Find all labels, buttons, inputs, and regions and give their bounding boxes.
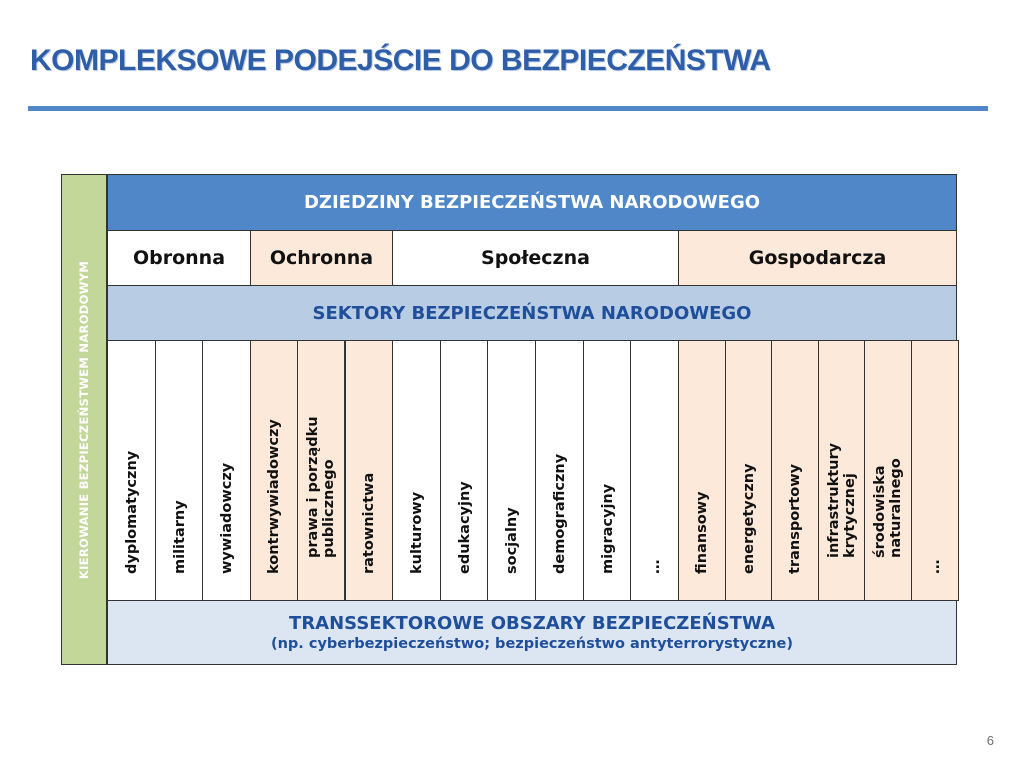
sector-cell: [771, 340, 819, 601]
sidebar-governance: [61, 174, 107, 665]
sector-label-line: transportowy: [787, 463, 803, 574]
domain-label: Gospodarcza: [748, 247, 887, 269]
sector-cell: [864, 340, 912, 601]
sector-cell: [818, 340, 866, 601]
sector-label: [741, 334, 757, 574]
sector-cell: [392, 340, 441, 601]
sidebar-label: KIEROWANIE BEZPIECZEŃSTWEM NARODOWYM: [77, 260, 91, 579]
sector-cell: [911, 340, 959, 601]
sector-label: [552, 334, 568, 574]
sector-label-line: krytycznej: [842, 473, 858, 558]
sector-label: [361, 334, 377, 574]
cross-sector-subtitle: (np. cyberbezpieczeństwo; bezpieczeństwo antyterrorystyczne): [270, 636, 794, 652]
domains-header: [107, 174, 957, 231]
sector-cell: [345, 340, 393, 601]
sector-label: [787, 334, 803, 574]
cross-sector-title: TRANSSEKTOROWE OBSZARY BEZPIECZEŃSTWA: [289, 613, 775, 634]
sector-label: [927, 334, 943, 574]
sector-label-line: demograficzny: [551, 453, 568, 574]
sector-cell: [583, 340, 632, 601]
sector-label: [266, 334, 282, 574]
sector-cell: [107, 340, 156, 601]
sector-label-line: środowiska: [872, 465, 888, 558]
sector-label-line: prawa i porządku: [305, 416, 321, 558]
sector-cell: [678, 340, 726, 601]
sector-cell: [297, 340, 345, 601]
sector-label-line: socjalny: [503, 507, 520, 574]
sector-label-line: naturalnego: [888, 458, 904, 558]
sector-cell: [202, 340, 251, 601]
sector-label: [305, 318, 337, 558]
domain-ochronna: [250, 230, 393, 286]
sector-cell: [440, 340, 489, 601]
page-number: 6: [986, 733, 994, 748]
sector-label: [124, 334, 140, 574]
domain-spoleczna: [392, 230, 679, 286]
sector-label: [600, 334, 616, 574]
sector-label: [694, 334, 710, 574]
title-underline: [28, 106, 988, 111]
sector-label: [826, 318, 858, 558]
sector-label-line: kontrwywiadowczy: [266, 419, 282, 574]
slide-title: KOMPLEKSOWE PODEJŚCIE DO BEZPIECZEŃSTWA: [30, 44, 771, 77]
sector-label: [647, 334, 663, 574]
sector-label-line: ratownictwa: [361, 472, 377, 574]
sector-label-line: infrastruktury: [826, 442, 842, 558]
cross-sector-band: [107, 600, 957, 665]
sector-label-line: …: [927, 559, 943, 574]
sector-label: [457, 334, 473, 574]
sector-cell: [155, 340, 204, 601]
sector-cell: [630, 340, 679, 601]
sector-label: [219, 334, 235, 574]
sector-label-line: …: [646, 559, 663, 574]
sector-label: [172, 334, 188, 574]
sector-cell: [535, 340, 584, 601]
sector-label-line: kulturowy: [408, 491, 425, 574]
sectors-header-label: SEKTORY BEZPIECZEŃSTWA NARODOWEGO: [312, 302, 752, 324]
sector-label-line: militarny: [171, 500, 188, 574]
sector-cell: [250, 340, 298, 601]
sector-label: [504, 334, 520, 574]
sector-label-line: migracyjny: [599, 483, 616, 574]
sector-label-line: dyplomatyczny: [123, 450, 140, 574]
domain-gospodarcza: [678, 230, 957, 286]
sector-label-line: finansowy: [694, 491, 710, 574]
domain-label: Obronna: [132, 247, 226, 269]
sector-label-line: publicznego: [321, 459, 337, 558]
sector-label-line: energetyczny: [741, 463, 757, 574]
domain-obronna: [107, 230, 251, 286]
domain-label: Społeczna: [481, 247, 590, 269]
sector-label-line: wywiadowczy: [218, 462, 235, 574]
sector-label: [409, 334, 425, 574]
sector-cell: [725, 340, 773, 601]
sector-label-line: edukacyjny: [456, 481, 473, 574]
sector-cell: [487, 340, 536, 601]
domain-label: Ochronna: [269, 247, 374, 269]
sector-label: [872, 318, 904, 558]
domains-header-label: DZIEDZINY BEZPIECZEŃSTWA NARODOWEGO: [303, 192, 761, 213]
